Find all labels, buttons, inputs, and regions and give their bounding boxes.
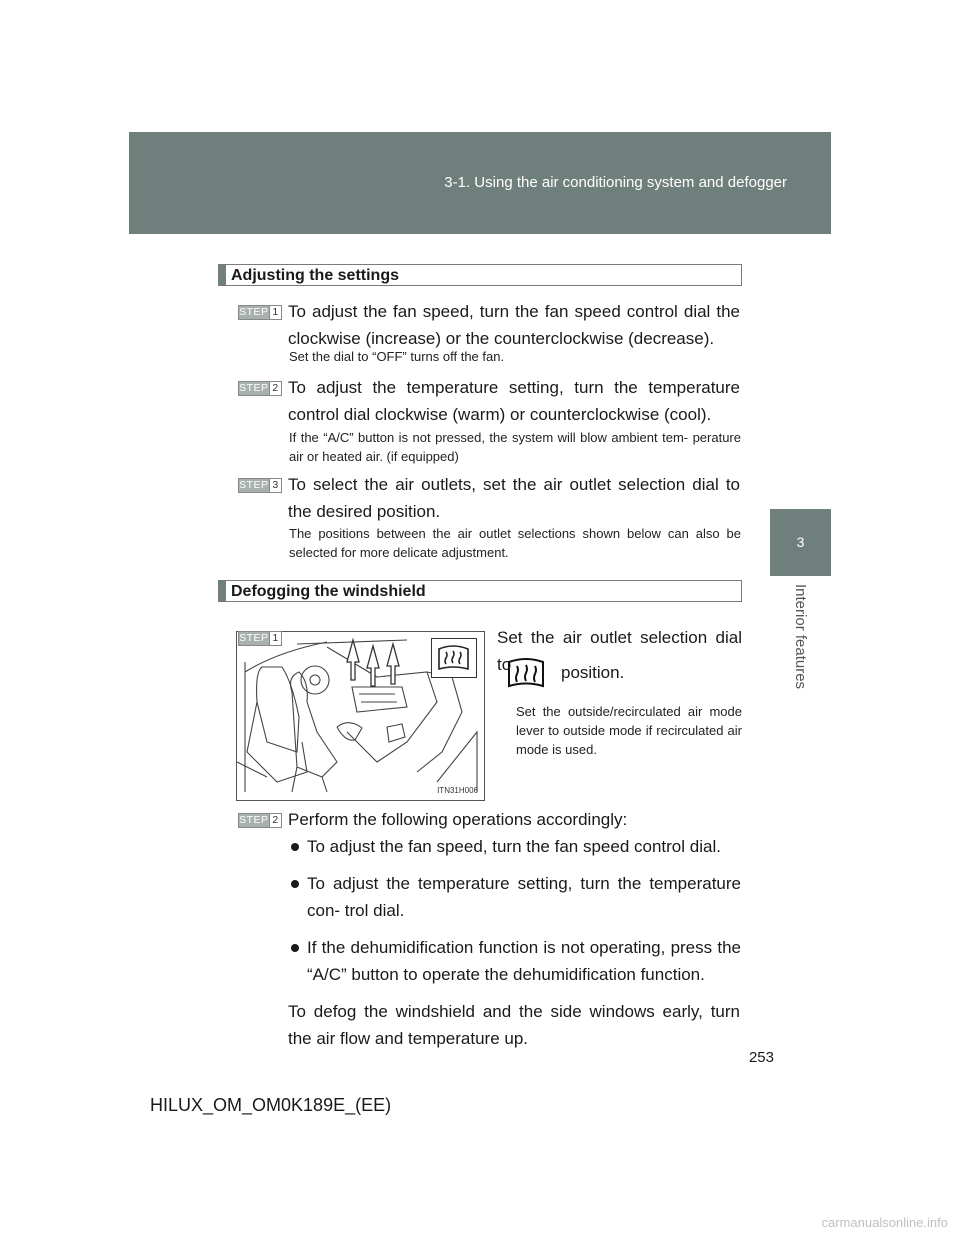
section-heading-defogging — [218, 580, 742, 602]
defog-step-1-text: Set the air outlet selection dial to — [497, 628, 742, 674]
windshield-defroster-icon — [506, 656, 546, 692]
cabin-illustration — [236, 631, 485, 801]
step-2-note: If the “A/C” button is not pressed, the system will blow ambient tem- perature air or heated air. (if equipped) — [289, 430, 741, 464]
bullet-dot — [291, 944, 299, 952]
step-badge-defog-2: STEP 2 — [238, 813, 282, 828]
defog-step-1-note: Set the outside/recirculated air mode lever to outside mode if recirculated air mode is used. — [516, 704, 742, 757]
header-title: 3-1. Using the air conditioning system and defogger — [444, 174, 787, 191]
step-badge-3: STEP 3 — [238, 478, 282, 493]
section-heading-adjusting — [218, 264, 742, 286]
chapter-tab — [770, 509, 831, 576]
document-code: HILUX_OM_OM0K189E_(EE) — [150, 1095, 392, 1115]
chapter-label — [770, 580, 831, 690]
step-3-text: To select the air outlets, set the air outlet selection dial to the desired position. — [288, 475, 740, 521]
section-title: Defogging the windshield — [231, 583, 426, 600]
step-2-text: To adjust the temperature setting, turn the temperature control dial clockwise (warm) or counterclockwise (cool). — [288, 378, 740, 424]
step-1-text: To adjust the fan speed, turn the fan speed control dial the clockwise (increase) or the counterclockwise (decrease). — [288, 302, 740, 348]
step-badge-1: STEP 1 — [238, 305, 282, 320]
page-number: 253 — [748, 1049, 774, 1066]
illustration-code: ITN31H006 — [437, 786, 478, 795]
section-title: Adjusting the settings — [231, 267, 399, 284]
windshield-defroster-icon — [432, 639, 475, 676]
chapter-number: 3 — [796, 534, 805, 550]
bullet-dot — [291, 880, 299, 888]
watermark: carmanualsonline.info — [821, 1215, 948, 1230]
step-1-note: Set the dial to “OFF” turns off the fan. — [289, 349, 505, 364]
bullet-dot — [291, 843, 299, 851]
step-badge-2: STEP 2 — [238, 381, 282, 396]
defog-step-1-text-after: position. — [561, 663, 625, 682]
closing-paragraph: To defog the windshield and the side windows early, turn the air flow and temperature up. — [288, 1002, 740, 1048]
step-badge-defog-1: STEP 1 — [238, 631, 282, 646]
step-3-note: The positions between the air outlet selections shown below can also be selected for more delicate adjustment. — [289, 526, 741, 560]
defog-step-2-text: Perform the following operations accordingly: — [288, 810, 628, 829]
defroster-symbol-box — [431, 638, 477, 678]
header-band — [129, 132, 831, 234]
chapter-label-text: Interior features — [792, 584, 809, 690]
